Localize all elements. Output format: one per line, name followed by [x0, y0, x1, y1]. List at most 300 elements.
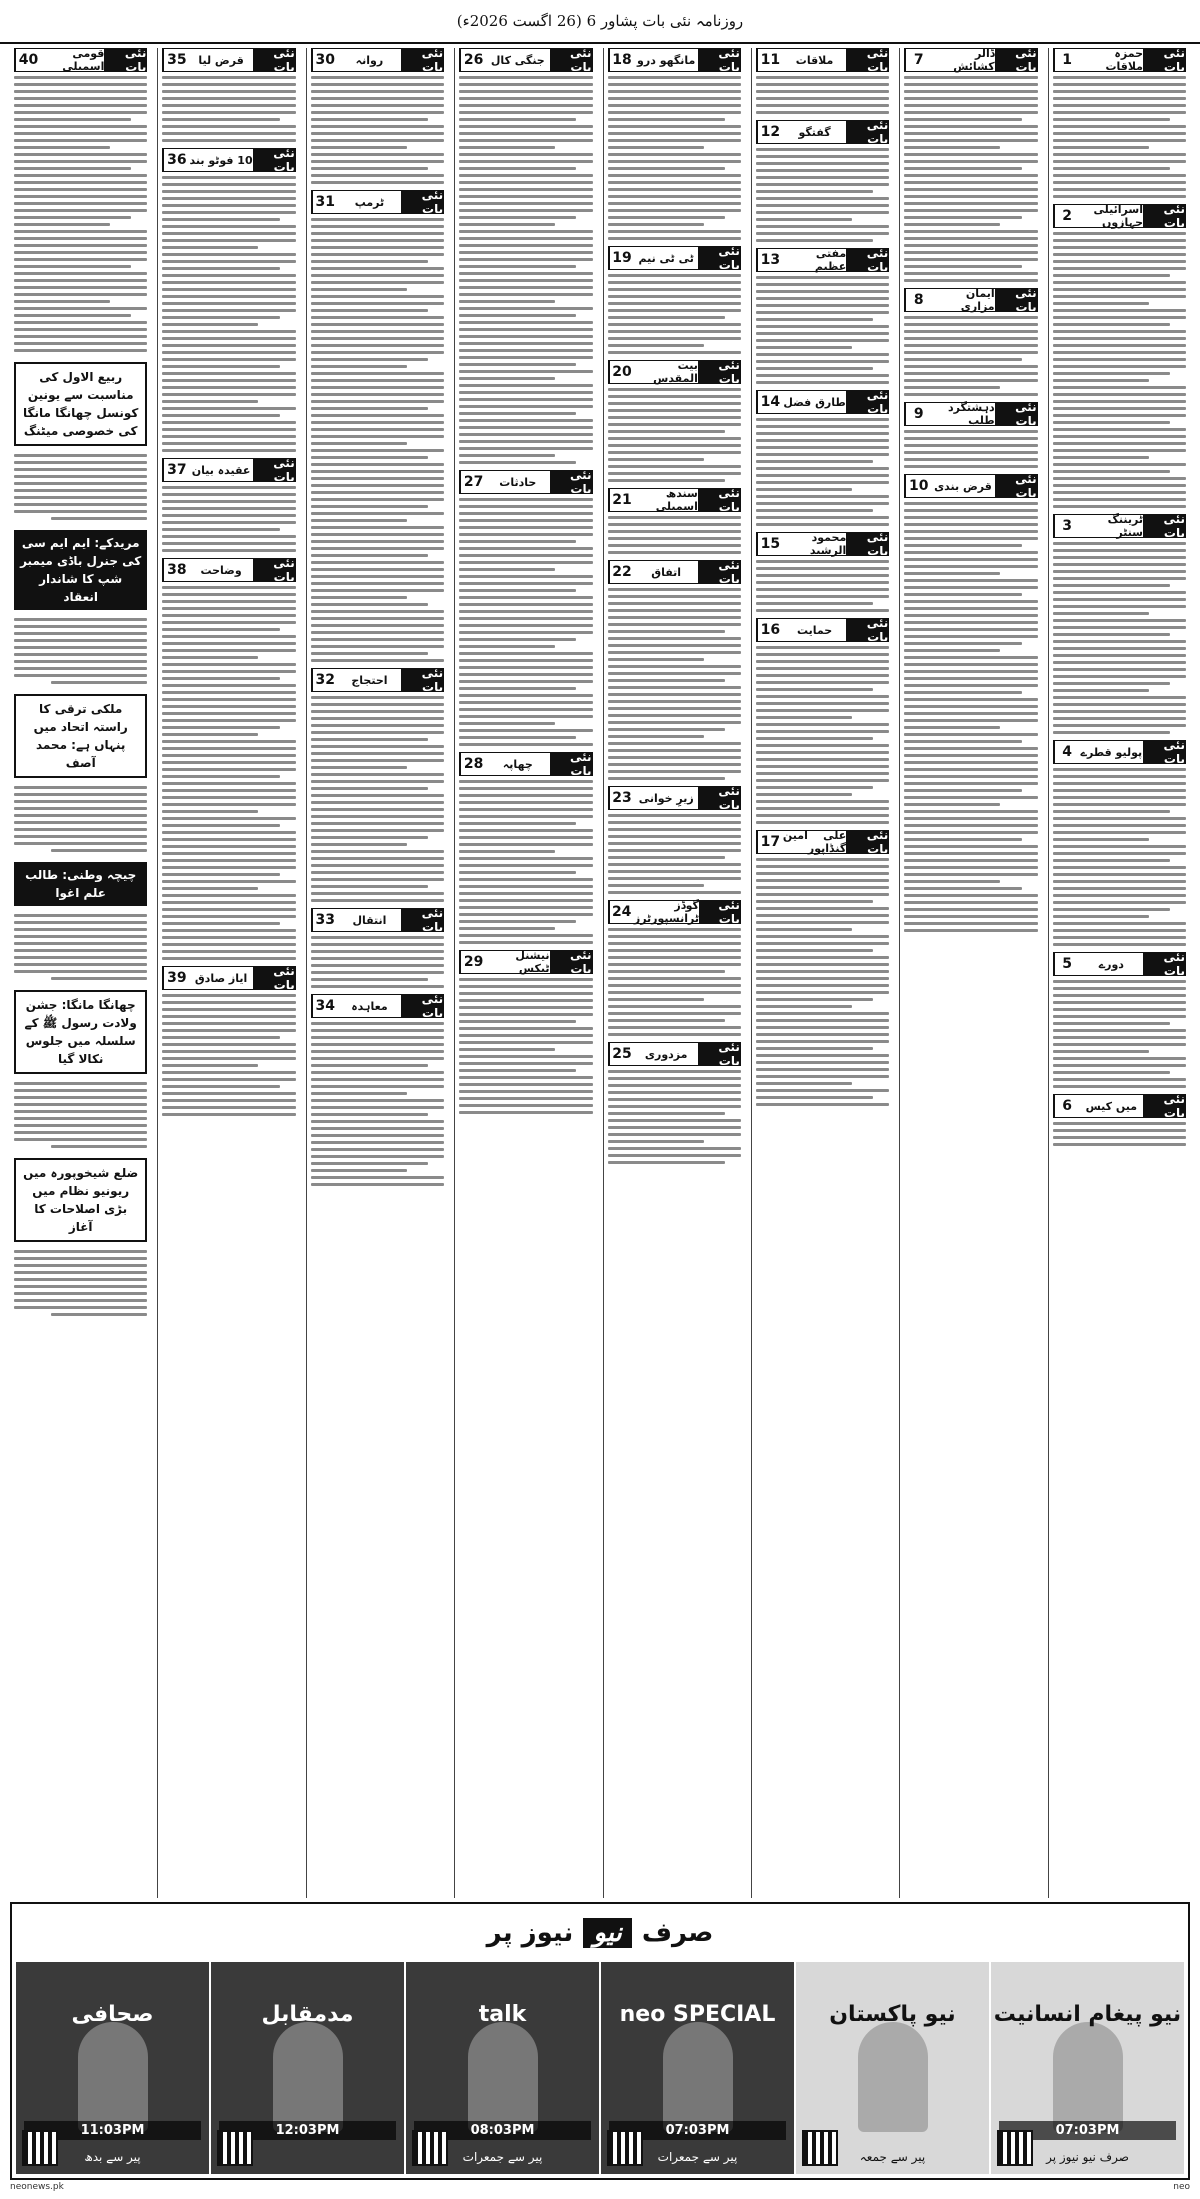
text-line	[459, 638, 576, 641]
text-line	[459, 624, 592, 627]
text-line	[904, 146, 1000, 149]
news-story[interactable]	[608, 560, 741, 780]
text-line	[459, 391, 592, 394]
text-line	[608, 523, 741, 526]
text-line	[311, 1169, 407, 1172]
text-line	[756, 90, 889, 93]
text-line	[904, 810, 1037, 813]
text-line	[608, 132, 741, 135]
text-line	[904, 628, 1037, 631]
text-line	[14, 251, 147, 254]
text-line	[311, 498, 444, 501]
text-line	[162, 994, 295, 997]
text-line	[756, 879, 889, 882]
news-story[interactable]	[162, 558, 295, 960]
text-line	[162, 614, 295, 617]
news-story[interactable]	[904, 48, 1037, 282]
text-line	[756, 984, 889, 987]
text-line	[162, 225, 295, 228]
text-line	[904, 768, 1037, 771]
text-line	[1053, 922, 1186, 925]
text-line	[459, 104, 592, 107]
text-line	[311, 864, 444, 867]
footer-logo: neo	[1173, 2182, 1190, 2192]
text-line	[904, 572, 1000, 575]
text-line	[459, 941, 592, 944]
text-line	[162, 663, 295, 666]
text-line	[162, 1001, 295, 1004]
brand-tag: نئی بات	[846, 533, 888, 555]
text-line	[904, 845, 1037, 848]
news-story[interactable]	[459, 950, 592, 1114]
text-line	[459, 321, 592, 324]
news-story[interactable]	[1053, 48, 1186, 198]
text-line	[311, 435, 444, 438]
text-line	[756, 574, 889, 577]
text-line	[459, 498, 592, 501]
story-topic: انتقال	[338, 909, 401, 931]
text-line	[14, 1271, 147, 1274]
text-line	[459, 370, 592, 373]
story-body	[904, 316, 1037, 396]
text-line	[608, 891, 741, 894]
news-story[interactable]	[459, 48, 592, 464]
text-line	[459, 787, 592, 790]
text-line	[311, 267, 444, 270]
story-body	[459, 498, 592, 746]
story-number: 17	[757, 831, 783, 853]
news-story[interactable]	[756, 830, 889, 1106]
text-line	[904, 393, 1037, 396]
text-line	[14, 153, 147, 156]
text-line	[1053, 570, 1186, 573]
text-line	[756, 197, 889, 200]
text-line	[14, 1096, 147, 1099]
text-line	[311, 1043, 444, 1046]
text-line	[608, 344, 704, 347]
text-line	[1053, 724, 1186, 727]
text-line	[51, 849, 147, 852]
program-promo[interactable]	[406, 1962, 599, 2174]
text-line	[162, 316, 279, 319]
text-line	[1053, 160, 1186, 163]
side-headline[interactable]: مریدکے: ایم ایم سی کی جنرل باڈی میمبر شپ کا شاندار انعقاد	[14, 530, 147, 610]
text-line	[756, 942, 889, 945]
program-promo[interactable]	[601, 1962, 794, 2174]
text-line	[14, 800, 147, 803]
text-line	[1053, 174, 1186, 177]
text-line	[904, 614, 1037, 617]
text-line	[162, 493, 295, 496]
news-story[interactable]	[904, 474, 1037, 932]
text-line	[14, 660, 147, 663]
text-line	[459, 1097, 592, 1100]
text-line	[311, 794, 444, 797]
text-line	[14, 97, 147, 100]
text-line	[14, 160, 147, 163]
story-topic: محمود الرشید	[783, 533, 846, 555]
news-story[interactable]	[608, 900, 741, 1036]
story-header	[756, 830, 889, 854]
text-line	[162, 691, 295, 694]
text-line	[756, 1082, 852, 1085]
text-line	[162, 549, 295, 552]
text-line	[14, 482, 147, 485]
story-topic: دورے	[1080, 953, 1143, 975]
text-line	[459, 111, 592, 114]
text-line	[608, 616, 741, 619]
text-line	[311, 477, 444, 480]
text-line	[904, 551, 1037, 554]
text-line	[608, 209, 741, 212]
text-line	[1053, 894, 1186, 897]
text-line	[459, 1069, 576, 1072]
text-line	[459, 230, 592, 233]
news-story[interactable]	[608, 246, 741, 354]
text-line	[162, 649, 295, 652]
text-line	[14, 188, 147, 191]
text-line	[904, 351, 1037, 354]
qr-code-icon[interactable]	[802, 2130, 838, 2166]
text-line	[608, 700, 741, 703]
text-line	[756, 204, 889, 207]
text-line	[1053, 675, 1186, 678]
text-line	[904, 167, 1021, 170]
text-line	[756, 814, 889, 817]
text-line	[311, 1029, 444, 1032]
text-line	[608, 139, 741, 142]
news-story[interactable]	[756, 532, 889, 612]
story-number: 18	[609, 49, 635, 71]
text-line	[608, 1033, 741, 1036]
program-time: 07:03PM	[609, 2121, 786, 2140]
text-line	[904, 451, 1037, 454]
text-line	[1053, 703, 1186, 706]
text-line	[608, 544, 741, 547]
program-promo[interactable]	[16, 1962, 209, 2174]
text-line	[311, 829, 444, 832]
news-story[interactable]	[1053, 514, 1186, 734]
news-story[interactable]	[459, 470, 592, 746]
text-line	[14, 244, 147, 247]
text-line	[311, 638, 444, 641]
text-line	[311, 871, 444, 874]
text-line	[1053, 689, 1149, 692]
story-topic: ملاقات	[783, 49, 846, 71]
text-line	[459, 258, 592, 261]
text-line	[162, 132, 295, 135]
story-topic: احتجاج	[338, 669, 401, 691]
news-story[interactable]	[756, 248, 889, 384]
news-story[interactable]	[311, 994, 444, 1186]
text-line	[14, 842, 147, 845]
text-line	[162, 190, 295, 193]
brand-tag: نئی بات	[995, 403, 1037, 425]
news-story[interactable]	[608, 1042, 741, 1164]
brand-tag: نئی بات	[698, 361, 740, 383]
text-line	[311, 885, 428, 888]
news-story[interactable]	[904, 288, 1037, 396]
program-promo[interactable]	[991, 1962, 1184, 2174]
news-story[interactable]	[14, 48, 147, 352]
story-topic: طارق فضل	[783, 391, 846, 413]
text-line	[904, 656, 1037, 659]
text-line	[608, 444, 741, 447]
text-line	[162, 386, 295, 389]
text-line	[311, 822, 444, 825]
news-story[interactable]	[608, 48, 741, 240]
text-line	[756, 523, 889, 526]
text-line	[311, 850, 444, 853]
news-story[interactable]	[1053, 204, 1186, 508]
news-story[interactable]	[756, 618, 889, 824]
program-promo[interactable]	[211, 1962, 404, 2174]
text-line	[608, 281, 741, 284]
text-line	[608, 1005, 741, 1008]
text-line	[14, 942, 147, 945]
text-line	[1053, 901, 1186, 904]
text-line	[311, 1120, 444, 1123]
text-line	[904, 803, 1000, 806]
text-line	[14, 342, 147, 345]
news-story[interactable]	[1053, 952, 1186, 1088]
text-line	[311, 617, 444, 620]
story-number: 23	[609, 787, 635, 809]
text-line	[608, 430, 725, 433]
text-line	[1053, 414, 1186, 417]
text-line	[162, 894, 295, 897]
text-line	[1053, 477, 1186, 480]
story-number: 16	[757, 619, 783, 641]
advertisement-banner[interactable]	[10, 1902, 1190, 2180]
text-line	[904, 444, 1037, 447]
news-story[interactable]	[311, 908, 444, 988]
text-line	[311, 561, 444, 564]
text-line	[1053, 1078, 1186, 1081]
text-line	[608, 877, 741, 880]
program-name: صحافی	[71, 2002, 154, 2027]
news-story[interactable]	[1053, 740, 1186, 946]
news-story[interactable]	[608, 488, 741, 554]
text-line	[459, 694, 592, 697]
news-story[interactable]	[1053, 1094, 1186, 1146]
story-topic: وضاحت	[189, 559, 252, 581]
story-body	[756, 148, 889, 242]
text-line	[1053, 153, 1186, 156]
qr-code-icon[interactable]	[22, 2130, 58, 2166]
program-promo[interactable]	[796, 1962, 989, 2174]
text-line	[756, 893, 889, 896]
text-line	[162, 97, 295, 100]
text-line	[459, 160, 592, 163]
text-line	[756, 744, 889, 747]
text-line	[14, 793, 147, 796]
text-line	[162, 104, 295, 107]
text-line	[459, 708, 592, 711]
text-line	[162, 239, 295, 242]
brand-tag: نئی بات	[550, 49, 592, 71]
text-line	[608, 658, 704, 661]
text-line	[459, 864, 592, 867]
story-header	[1053, 1094, 1186, 1118]
text-line	[459, 568, 555, 571]
qr-code-icon[interactable]	[997, 2130, 1033, 2166]
news-story[interactable]	[162, 458, 295, 552]
text-line	[459, 279, 592, 282]
text-line	[14, 321, 147, 324]
text-line	[756, 367, 873, 370]
text-line	[311, 596, 407, 599]
text-line	[608, 409, 741, 412]
story-number: 1	[1054, 49, 1080, 71]
text-line	[1053, 731, 1170, 734]
text-line	[162, 775, 279, 778]
text-line	[311, 442, 407, 445]
side-headline[interactable]: ضلع شیخوپورہ میں ریونیو نظام میں بڑی اصلاحات کا آغاز	[14, 1158, 147, 1242]
text-line	[162, 204, 295, 207]
text-line	[608, 1026, 741, 1029]
text-line	[311, 815, 444, 818]
text-line	[311, 610, 444, 613]
text-line	[311, 118, 428, 121]
text-line	[162, 323, 258, 326]
side-headline[interactable]: ربیع الاول کی مناسبت سے یونین کونسل چھانگا مانگا کی خصوصی میٹنگ	[14, 362, 147, 446]
text-line	[904, 97, 1037, 100]
news-story[interactable]	[608, 360, 741, 482]
news-story[interactable]	[608, 786, 741, 894]
text-line	[756, 1019, 889, 1022]
story-topic: قومی اسمبلی	[41, 49, 104, 71]
text-line	[756, 588, 889, 591]
text-line	[459, 349, 592, 352]
news-story[interactable]	[756, 120, 889, 242]
text-line	[756, 914, 889, 917]
text-line	[162, 621, 295, 624]
qr-code-icon[interactable]	[217, 2130, 253, 2166]
text-line	[311, 943, 444, 946]
text-line	[311, 1071, 444, 1074]
text-line	[311, 491, 444, 494]
text-line	[1053, 1015, 1186, 1018]
text-line	[904, 691, 1021, 694]
text-line	[1053, 929, 1186, 932]
text-line	[756, 821, 889, 824]
text-line	[14, 104, 147, 107]
news-story[interactable]	[311, 190, 444, 662]
text-line	[14, 503, 147, 506]
text-line	[904, 880, 1000, 883]
story-header	[459, 470, 592, 494]
news-story[interactable]	[311, 668, 444, 902]
program-time: 07:03PM	[999, 2121, 1176, 2140]
text-line	[608, 1133, 741, 1136]
text-line	[162, 1036, 279, 1039]
qr-code-icon[interactable]	[412, 2130, 448, 2166]
text-line	[14, 307, 147, 310]
text-line	[904, 670, 1037, 673]
text-line	[459, 405, 592, 408]
news-story[interactable]	[162, 48, 295, 142]
text-line	[311, 745, 444, 748]
text-line	[311, 1057, 444, 1060]
text-line	[756, 297, 889, 300]
text-line	[608, 1140, 704, 1143]
text-line	[14, 674, 147, 677]
news-story[interactable]	[459, 752, 592, 944]
text-line	[162, 635, 295, 638]
text-line	[1053, 498, 1186, 501]
news-story[interactable]	[311, 48, 444, 184]
text-line	[459, 582, 592, 585]
text-line	[904, 782, 1037, 785]
text-line	[1053, 1136, 1186, 1139]
text-line	[1053, 316, 1186, 319]
program-schedule: پیر سے بدھ	[84, 2150, 141, 2164]
text-line	[162, 1099, 295, 1102]
brand-tag: نئی بات	[550, 471, 592, 493]
story-topic: مزدوری	[635, 1043, 698, 1065]
text-line	[756, 290, 889, 293]
text-line	[904, 824, 1037, 827]
brand-tag: نئی بات	[846, 391, 888, 413]
text-line	[1053, 852, 1186, 855]
text-line	[311, 808, 444, 811]
side-headline[interactable]: ملکی ترقی کا راستہ اتحاد میں پنہاں ہے: محمد آصف	[14, 694, 147, 778]
text-line	[162, 831, 295, 834]
text-line	[756, 374, 889, 377]
text-line	[162, 542, 295, 545]
text-line	[311, 957, 444, 960]
text-line	[1053, 817, 1186, 820]
text-line	[1053, 838, 1149, 841]
text-line	[608, 1119, 741, 1122]
qr-code-icon[interactable]	[607, 2130, 643, 2166]
text-line	[1053, 379, 1149, 382]
news-story[interactable]	[162, 148, 295, 452]
text-line	[459, 461, 576, 464]
news-story[interactable]	[756, 48, 889, 114]
text-line	[904, 929, 1037, 932]
news-story[interactable]	[756, 390, 889, 526]
text-line	[904, 698, 1037, 701]
story-number: 32	[312, 669, 338, 691]
story-topic: ٹی ٹی نیم	[635, 247, 698, 269]
story-header	[311, 190, 444, 214]
text-line	[311, 351, 444, 354]
side-headline[interactable]: چیچہ وطنی: طالب علم اغوا	[14, 862, 147, 906]
text-line	[904, 586, 1037, 589]
text-line	[756, 232, 889, 235]
text-line	[1053, 323, 1170, 326]
text-line	[14, 181, 147, 184]
text-line	[162, 218, 279, 221]
text-line	[459, 526, 592, 529]
news-story[interactable]	[904, 402, 1037, 468]
text-line	[14, 1082, 147, 1085]
text-line	[162, 943, 295, 946]
text-line	[608, 884, 704, 887]
news-story[interactable]	[162, 966, 295, 1116]
text-line	[1053, 577, 1186, 580]
text-line	[51, 1313, 147, 1316]
text-line	[459, 920, 576, 923]
side-headline[interactable]: چھانگا مانگا: جشن ولادت رسول ﷺ کے سلسلہ میں جلوس نکالا گیا	[14, 990, 147, 1074]
ad-heading-prefix: صرف	[641, 1918, 714, 1948]
text-line	[608, 849, 741, 852]
text-line	[904, 316, 1037, 319]
story-header	[756, 48, 889, 72]
text-line	[608, 195, 741, 198]
